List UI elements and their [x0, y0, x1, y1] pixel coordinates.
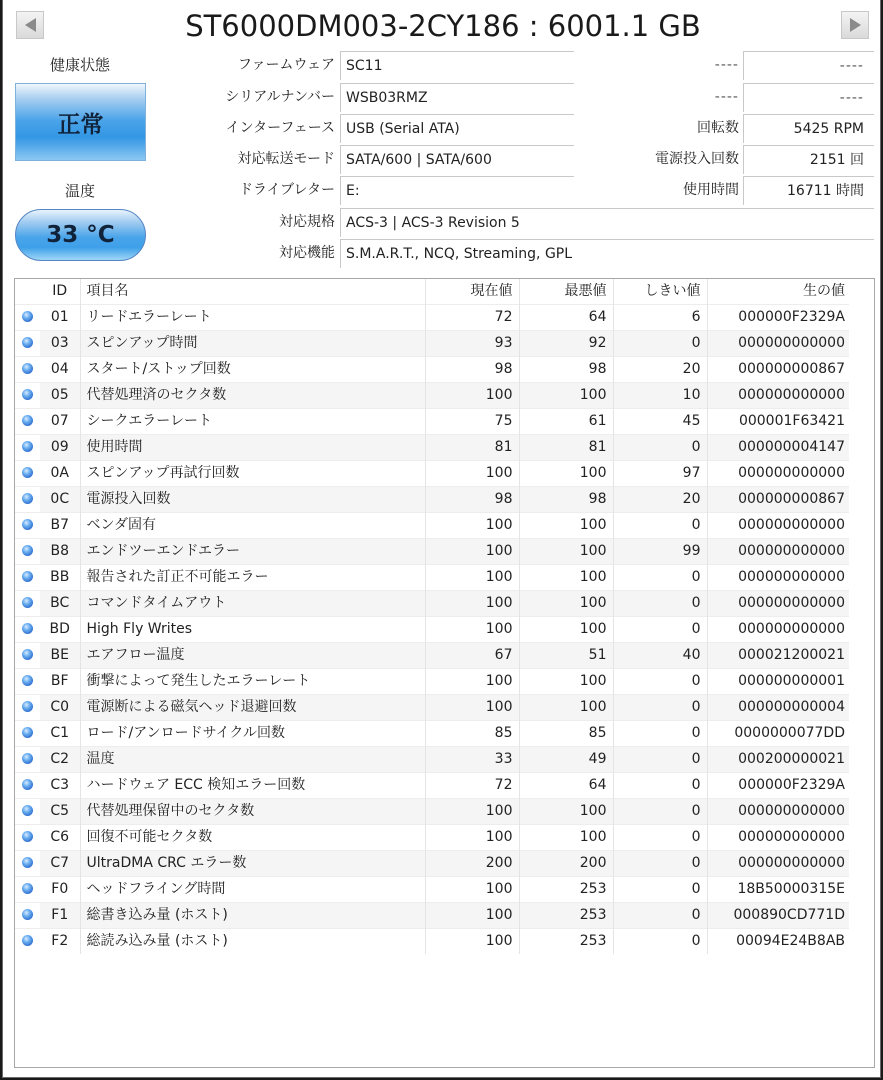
table-row[interactable] [15, 877, 849, 903]
raw-cell: 000000000000 [707, 331, 849, 357]
current-cell: 100 [425, 929, 519, 955]
status-cell [15, 617, 40, 643]
name-cell: 電源断による磁気ヘッド退避回数 [80, 695, 425, 721]
transfer-mode-value: SATA/600 | SATA/600 [340, 145, 574, 174]
id-cell: 05 [40, 383, 80, 409]
transfer-mode-label: 対応転送モード [237, 151, 335, 167]
worst-cell: 100 [519, 825, 613, 851]
name-cell: エンドツーエンドエラー [80, 539, 425, 565]
current-cell: 100 [425, 799, 519, 825]
threshold-cell: 97 [613, 461, 707, 487]
worst-cell: 64 [519, 305, 613, 331]
raw-cell: 18B50000315E [707, 877, 849, 903]
threshold-cell: 10 [613, 383, 707, 409]
worst-cell: 100 [519, 695, 613, 721]
current-cell: 100 [425, 383, 519, 409]
column-header-worst[interactable]: 最悪値 [519, 279, 613, 305]
blue-status-dot-icon [22, 857, 33, 868]
id-cell: F2 [40, 929, 80, 955]
raw-cell: 000001F63421 [707, 409, 849, 435]
power-on-hours-value: 16711 時間 [743, 176, 874, 205]
raw-cell: 000000000004 [707, 695, 849, 721]
serial-number-value: WSB03RMZ [340, 83, 574, 112]
blue-status-dot-icon [22, 649, 33, 660]
worst-cell: 100 [519, 383, 613, 409]
worst-cell: 98 [519, 357, 613, 383]
threshold-cell: 0 [613, 851, 707, 877]
name-cell: コマンドタイムアウト [80, 591, 425, 617]
blue-status-dot-icon [22, 623, 33, 634]
raw-cell: 000000000000 [707, 825, 849, 851]
blue-status-dot-icon [22, 363, 33, 374]
table-row[interactable] [15, 799, 849, 825]
status-cell [15, 435, 40, 461]
table-header-row [15, 279, 849, 305]
status-cell [15, 877, 40, 903]
drive-letter-value: E: [340, 176, 574, 205]
raw-cell: 000000F2329A [707, 305, 849, 331]
name-cell: 温度 [80, 747, 425, 773]
current-cell: 93 [425, 331, 519, 357]
table-row[interactable] [15, 929, 849, 955]
worst-cell: 100 [519, 669, 613, 695]
status-cell [15, 825, 40, 851]
status-cell [15, 851, 40, 877]
status-cell [15, 773, 40, 799]
id-cell: 0A [40, 461, 80, 487]
unknown-value-2: ---- [743, 83, 874, 112]
firmware-value: SC11 [340, 51, 574, 80]
status-cell [15, 461, 40, 487]
threshold-cell: 0 [613, 513, 707, 539]
blue-status-dot-icon [22, 805, 33, 816]
table-row[interactable] [15, 903, 849, 929]
blue-status-dot-icon [22, 389, 33, 400]
status-cell [15, 357, 40, 383]
id-cell: C6 [40, 825, 80, 851]
name-cell: UltraDMA CRC エラー数 [80, 851, 425, 877]
table-row[interactable] [15, 357, 849, 383]
table-row[interactable] [15, 461, 849, 487]
name-cell: ベンダ固有 [80, 513, 425, 539]
standard-value: ACS-3 | ACS-3 Revision 5 [340, 208, 874, 237]
current-cell: 98 [425, 487, 519, 513]
status-cell [15, 929, 40, 955]
status-cell [15, 409, 40, 435]
name-cell: 使用時間 [80, 435, 425, 461]
serial-number-label: シリアルナンバー [225, 89, 335, 105]
id-cell: C0 [40, 695, 80, 721]
power-on-count-label: 電源投入回数 [655, 151, 739, 167]
threshold-cell: 0 [613, 669, 707, 695]
status-cell [15, 487, 40, 513]
threshold-cell: 0 [613, 695, 707, 721]
column-header-threshold[interactable]: しきい値 [613, 279, 707, 305]
current-cell: 72 [425, 773, 519, 799]
worst-cell: 253 [519, 903, 613, 929]
status-cell [15, 643, 40, 669]
blue-status-dot-icon [22, 415, 33, 426]
current-cell: 75 [425, 409, 519, 435]
id-cell: BF [40, 669, 80, 695]
current-cell: 100 [425, 695, 519, 721]
blue-status-dot-icon [22, 935, 33, 946]
raw-cell: 000200000021 [707, 747, 849, 773]
id-cell: BD [40, 617, 80, 643]
name-cell: スピンアップ再試行回数 [80, 461, 425, 487]
table-row[interactable] [15, 565, 849, 591]
table-row[interactable] [15, 721, 849, 747]
triangle-left-icon [25, 18, 36, 32]
worst-cell: 200 [519, 851, 613, 877]
threshold-cell: 0 [613, 799, 707, 825]
current-cell: 100 [425, 591, 519, 617]
name-cell: 代替処理済のセクタ数 [80, 383, 425, 409]
threshold-cell: 0 [613, 903, 707, 929]
threshold-cell: 0 [613, 591, 707, 617]
status-cell [15, 669, 40, 695]
id-cell: B8 [40, 539, 80, 565]
threshold-cell: 40 [613, 643, 707, 669]
raw-cell: 000000004147 [707, 435, 849, 461]
current-cell: 100 [425, 669, 519, 695]
current-cell: 100 [425, 513, 519, 539]
raw-cell: 000000000867 [707, 487, 849, 513]
blue-status-dot-icon [22, 675, 33, 686]
id-cell: C2 [40, 747, 80, 773]
id-cell: 03 [40, 331, 80, 357]
id-cell: BE [40, 643, 80, 669]
blue-status-dot-icon [22, 493, 33, 504]
current-cell: 72 [425, 305, 519, 331]
power-on-count-value: 2151 回 [743, 145, 874, 174]
threshold-cell: 0 [613, 721, 707, 747]
table-row[interactable] [15, 825, 849, 851]
next-disk-button[interactable] [841, 11, 869, 39]
threshold-cell: 20 [613, 357, 707, 383]
table-row[interactable] [15, 617, 849, 643]
table-row[interactable] [15, 435, 849, 461]
blue-status-dot-icon [22, 311, 33, 322]
status-cell [15, 721, 40, 747]
column-header-status[interactable] [15, 279, 40, 305]
raw-cell: 000000000000 [707, 383, 849, 409]
table-row[interactable] [15, 773, 849, 799]
name-cell: 電源投入回数 [80, 487, 425, 513]
temperature-button[interactable]: 33 °C [15, 209, 146, 261]
table-row[interactable] [15, 539, 849, 565]
unknown-value-1: ---- [743, 51, 874, 80]
name-cell: ヘッドフライング時間 [80, 877, 425, 903]
id-cell: F0 [40, 877, 80, 903]
table-row[interactable] [15, 305, 849, 331]
id-cell: C7 [40, 851, 80, 877]
raw-cell: 000000000000 [707, 513, 849, 539]
id-cell: C3 [40, 773, 80, 799]
name-cell: 総読み込み量 (ホスト) [80, 929, 425, 955]
blue-status-dot-icon [22, 519, 33, 530]
name-cell: 代替処理保留中のセクタ数 [80, 799, 425, 825]
worst-cell: 253 [519, 929, 613, 955]
temperature-label: 温度 [64, 182, 95, 200]
worst-cell: 51 [519, 643, 613, 669]
status-cell [15, 539, 40, 565]
raw-cell: 000000000000 [707, 565, 849, 591]
worst-cell: 100 [519, 617, 613, 643]
worst-cell: 64 [519, 773, 613, 799]
name-cell: 総書き込み量 (ホスト) [80, 903, 425, 929]
threshold-cell: 0 [613, 747, 707, 773]
status-cell [15, 305, 40, 331]
blue-status-dot-icon [22, 909, 33, 920]
column-header-raw[interactable]: 生の値 [803, 283, 845, 299]
blue-status-dot-icon [22, 831, 33, 842]
raw-cell: 000890CD771D [707, 903, 849, 929]
rotation-rate-label: 回転数 [697, 120, 739, 136]
disk-title: ST6000DM003-2CY186 : 6001.1 GB [185, 9, 701, 43]
id-cell: 04 [40, 357, 80, 383]
power-on-hours-label: 使用時間 [683, 182, 739, 198]
current-cell: 98 [425, 357, 519, 383]
current-cell: 100 [425, 539, 519, 565]
current-cell: 33 [425, 747, 519, 773]
firmware-label: ファームウェア [237, 57, 335, 73]
raw-cell: 000000000000 [707, 799, 849, 825]
status-cell [15, 903, 40, 929]
status-cell [15, 565, 40, 591]
id-cell: B7 [40, 513, 80, 539]
worst-cell: 81 [519, 435, 613, 461]
interface-label: インターフェース [225, 120, 335, 136]
name-cell: シークエラーレート [80, 409, 425, 435]
table-row[interactable] [15, 331, 849, 357]
table-row[interactable] [15, 513, 849, 539]
name-cell: 回復不可能セクタ数 [80, 825, 425, 851]
smart-attributes-list[interactable] [14, 278, 875, 1068]
name-cell: High Fly Writes [80, 617, 425, 643]
id-cell: 09 [40, 435, 80, 461]
threshold-cell: 0 [613, 929, 707, 955]
smart-table [15, 279, 849, 954]
blue-status-dot-icon [22, 779, 33, 790]
table-row[interactable] [15, 747, 849, 773]
id-cell: BC [40, 591, 80, 617]
blue-status-dot-icon [22, 753, 33, 764]
threshold-cell: 45 [613, 409, 707, 435]
worst-cell: 98 [519, 487, 613, 513]
id-cell: F1 [40, 903, 80, 929]
column-header-name[interactable]: 項目名 [80, 279, 425, 305]
worst-cell: 100 [519, 799, 613, 825]
id-cell: C5 [40, 799, 80, 825]
worst-cell: 100 [519, 513, 613, 539]
name-cell: エアフロー温度 [80, 643, 425, 669]
raw-cell: 000000F2329A [707, 773, 849, 799]
interface-value: USB (Serial ATA) [340, 114, 574, 143]
table-row[interactable] [15, 851, 849, 877]
raw-cell: 000000000000 [707, 539, 849, 565]
current-cell: 100 [425, 825, 519, 851]
current-cell: 100 [425, 461, 519, 487]
status-cell [15, 695, 40, 721]
current-cell: 100 [425, 903, 519, 929]
blue-status-dot-icon [22, 337, 33, 348]
blue-status-dot-icon [22, 727, 33, 738]
blue-status-dot-icon [22, 467, 33, 478]
name-cell: 報告された訂正不可能エラー [80, 565, 425, 591]
name-cell: スピンアップ時間 [80, 331, 425, 357]
triangle-right-icon [850, 18, 861, 32]
column-header-current[interactable]: 現在値 [425, 279, 519, 305]
crystaldiskinfo-window [2, 0, 881, 1078]
raw-cell: 00094E24B8AB [707, 929, 849, 955]
table-row[interactable] [15, 643, 849, 669]
table-row[interactable] [15, 591, 849, 617]
raw-cell: 000000000001 [707, 669, 849, 695]
drive-letter-label: ドライブレター [238, 182, 335, 198]
worst-cell: 92 [519, 331, 613, 357]
raw-cell: 000000000000 [707, 591, 849, 617]
worst-cell: 100 [519, 591, 613, 617]
worst-cell: 100 [519, 539, 613, 565]
status-cell [15, 513, 40, 539]
current-cell: 100 [425, 617, 519, 643]
table-row[interactable] [15, 409, 849, 435]
blue-status-dot-icon [22, 441, 33, 452]
worst-cell: 253 [519, 877, 613, 903]
threshold-cell: 20 [613, 487, 707, 513]
worst-cell: 61 [519, 409, 613, 435]
raw-cell: 0000000077DD [707, 721, 849, 747]
worst-cell: 100 [519, 565, 613, 591]
status-cell [15, 383, 40, 409]
raw-cell: 000000000867 [707, 357, 849, 383]
unknown-label-2: ---- [714, 89, 739, 105]
threshold-cell: 0 [613, 617, 707, 643]
name-cell: ハードウェア ECC 検知エラー回数 [80, 773, 425, 799]
id-cell: C1 [40, 721, 80, 747]
threshold-cell: 0 [613, 773, 707, 799]
worst-cell: 100 [519, 461, 613, 487]
raw-cell: 000000000000 [707, 617, 849, 643]
current-cell: 100 [425, 565, 519, 591]
blue-status-dot-icon [22, 701, 33, 712]
rotation-rate-value: 5425 RPM [743, 114, 874, 143]
name-cell: スタート/ストップ回数 [80, 357, 425, 383]
table-row[interactable] [15, 383, 849, 409]
blue-status-dot-icon [22, 883, 33, 894]
id-cell: 07 [40, 409, 80, 435]
threshold-cell: 0 [613, 825, 707, 851]
previous-disk-button[interactable] [16, 11, 44, 39]
blue-status-dot-icon [22, 597, 33, 608]
table-row[interactable] [15, 695, 849, 721]
id-cell: 0C [40, 487, 80, 513]
status-cell [15, 747, 40, 773]
id-cell: BB [40, 565, 80, 591]
blue-status-dot-icon [22, 571, 33, 582]
threshold-cell: 6 [613, 305, 707, 331]
current-cell: 67 [425, 643, 519, 669]
status-cell [15, 591, 40, 617]
table-row[interactable] [15, 487, 849, 513]
raw-cell: 000000000000 [707, 851, 849, 877]
worst-cell: 85 [519, 721, 613, 747]
raw-cell: 000000000000 [707, 461, 849, 487]
table-row[interactable] [15, 669, 849, 695]
features-value: S.M.A.R.T., NCQ, Streaming, GPL [340, 239, 874, 268]
current-cell: 100 [425, 877, 519, 903]
standard-label: 対応規格 [279, 214, 335, 230]
worst-cell: 49 [519, 747, 613, 773]
current-cell: 85 [425, 721, 519, 747]
current-cell: 81 [425, 435, 519, 461]
threshold-cell: 99 [613, 539, 707, 565]
status-cell [15, 331, 40, 357]
threshold-cell: 0 [613, 435, 707, 461]
status-cell [15, 799, 40, 825]
unknown-label-1: ---- [714, 57, 739, 73]
name-cell: リードエラーレート [80, 305, 425, 331]
threshold-cell: 0 [613, 877, 707, 903]
health-status-button[interactable]: 正常 [15, 83, 146, 161]
health-status-label: 健康状態 [49, 56, 110, 74]
name-cell: ロード/アンロードサイクル回数 [80, 721, 425, 747]
blue-status-dot-icon [22, 545, 33, 556]
current-cell: 200 [425, 851, 519, 877]
threshold-cell: 0 [613, 565, 707, 591]
name-cell: 衝撃によって発生したエラーレート [80, 669, 425, 695]
raw-cell: 000021200021 [707, 643, 849, 669]
column-header-id[interactable]: ID [40, 279, 80, 305]
id-cell: 01 [40, 305, 80, 331]
threshold-cell: 0 [613, 331, 707, 357]
features-label: 対応機能 [279, 245, 335, 261]
